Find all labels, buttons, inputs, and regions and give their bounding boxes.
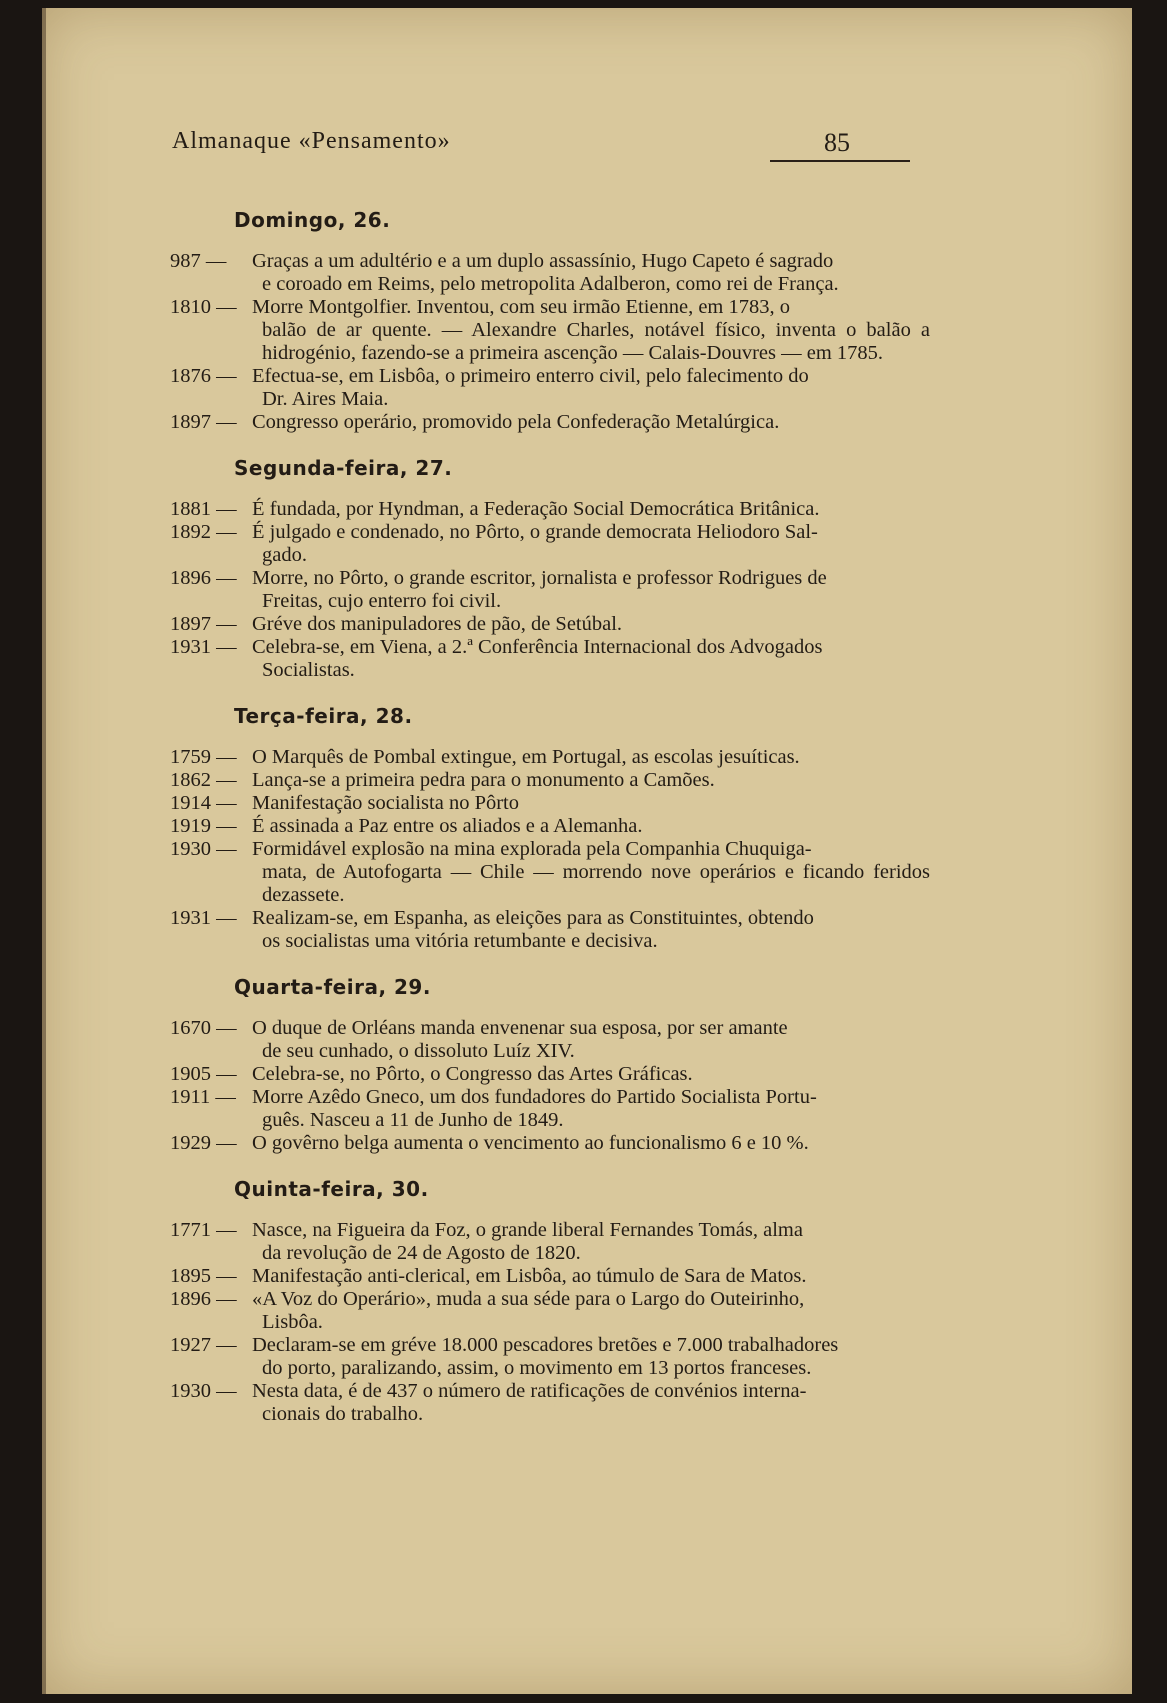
chronology-entry [170, 1063, 970, 1086]
entry-year [170, 296, 252, 365]
entry-first-line: Lança-se a primeira pedra para o monumento a Camões. [252, 769, 715, 791]
year-value: 1930 [170, 838, 211, 860]
entry-first-line: «A Voz do Operário», muda a sua séde para o Largo do Outeirinho, [252, 1288, 805, 1310]
chronology-entry [170, 1380, 970, 1426]
entry-text [252, 1086, 970, 1132]
entry-text [252, 365, 970, 411]
em-dash: — [216, 498, 237, 520]
entry-first-line: É julgado e condenado, no Pôrto, o grande democrata Heliodoro Sal- [252, 521, 818, 543]
chronology-entry [170, 613, 970, 636]
chronology-entry [170, 296, 970, 365]
entry-text [252, 613, 970, 636]
entry-first-line: Morre Montgolfier. Inventou, com seu irmão Etienne, em 1783, o [252, 296, 791, 318]
chronology-entry [170, 636, 970, 682]
chronology-entry [170, 838, 970, 907]
entry-first-line: Efectua-se, em Lisbôa, o primeiro enterro civil, pelo falecimento do [252, 365, 809, 387]
year-value: 1771 [170, 1219, 211, 1241]
chronology-entry [170, 815, 970, 838]
chronology-entry [170, 1017, 970, 1063]
em-dash: — [216, 567, 237, 589]
entry-year [170, 498, 252, 521]
entry-year [170, 1017, 252, 1063]
entry-continuation: gado. [262, 544, 307, 566]
entry-text [252, 411, 970, 434]
chronology-entry [170, 498, 970, 521]
entry-year [170, 792, 252, 815]
entry-text [252, 1017, 970, 1063]
chronology-entry [170, 1219, 970, 1265]
entry-first-line: O Marquês de Pombal extingue, em Portugal, as escolas jesuíticas. [252, 746, 800, 768]
year-value: 1911 [170, 1086, 211, 1108]
chronology-entry [170, 1265, 970, 1288]
entry-text [252, 1132, 970, 1155]
em-dash: — [216, 769, 237, 791]
chronology-entry [170, 792, 970, 815]
entry-text [252, 838, 970, 907]
chronology-entry [170, 411, 970, 434]
chronology-entry [170, 769, 970, 792]
entry-first-line: Nasce, na Figueira da Foz, o grande liberal Fernandes Tomás, alma [252, 1219, 803, 1241]
entry-first-line: Nesta data, é de 437 o número de ratificações de convénios interna- [252, 1380, 807, 1402]
em-dash: — [216, 1288, 237, 1310]
entry-first-line: Celebra-se, no Pôrto, o Congresso das Artes Gráficas. [252, 1063, 693, 1085]
gutter-shadow [42, 8, 46, 1694]
em-dash: — [216, 411, 237, 433]
year-value: 1896 [170, 567, 211, 589]
year-value: 1897 [170, 411, 211, 433]
entry-year [170, 746, 252, 769]
year-value: 1895 [170, 1265, 211, 1287]
entry-text [252, 1334, 970, 1380]
entry-text [252, 521, 970, 567]
page-header [172, 128, 952, 164]
year-value: 1810 [170, 296, 211, 318]
entry-text [252, 746, 970, 769]
header-rule [770, 160, 910, 162]
entry-year [170, 1334, 252, 1380]
year-value: 1927 [170, 1334, 211, 1356]
chronology-entry [170, 1334, 970, 1380]
entry-first-line: O duque de Orléans manda envenenar sua esposa, por ser amante [252, 1017, 788, 1039]
year-value: 1930 [170, 1380, 211, 1402]
day-heading: Terça-feira, 28. [234, 704, 413, 728]
chronology-entry [170, 567, 970, 613]
entry-continuation: Dr. Aires Maia. [262, 388, 389, 410]
entry-year [170, 769, 252, 792]
entry-continuation: guês. Nasceu a 11 de Junho de 1849. [262, 1109, 564, 1131]
entry-text [252, 250, 970, 296]
entry-continuation: os socialistas uma vitória retumbante e decisiva. [262, 930, 658, 952]
entry-text [252, 636, 970, 682]
entry-text [252, 1265, 970, 1288]
entry-continuation: Lisbôa. [262, 1311, 323, 1333]
em-dash: — [216, 792, 237, 814]
entry-year [170, 250, 252, 296]
chronology-entry [170, 907, 970, 953]
em-dash: — [216, 907, 237, 929]
entry-first-line: Morre Azêdo Gneco, um dos fundadores do Partido Socialista Portu- [252, 1086, 817, 1108]
em-dash: — [216, 1017, 237, 1039]
em-dash: — [216, 815, 237, 837]
entry-year [170, 1219, 252, 1265]
entry-continuation: do porto, paralizando, assim, o movimento em 13 portos franceses. [262, 1357, 812, 1379]
entry-year [170, 1380, 252, 1426]
em-dash: — [216, 1380, 237, 1402]
entry-first-line: Manifestação anti-clerical, em Lisbôa, ao túmulo de Sara de Matos. [252, 1265, 807, 1287]
entry-year [170, 1265, 252, 1288]
book-page [42, 8, 1132, 1694]
entry-continuation: de seu cunhado, o dissoluto Luíz XIV. [262, 1040, 575, 1062]
entry-first-line: Graças a um adultério e a um duplo assassínio, Hugo Capeto é sagrado [252, 250, 834, 272]
em-dash: — [216, 1063, 237, 1085]
em-dash: — [216, 838, 237, 860]
year-value: 1876 [170, 365, 211, 387]
chronology-entry [170, 250, 970, 296]
year-value: 1896 [170, 1288, 211, 1310]
entry-first-line: Gréve dos manipuladores de pão, de Setúbal. [252, 613, 623, 635]
day-heading: Segunda-feira, 27. [234, 456, 453, 480]
em-dash: — [216, 1219, 237, 1241]
entry-first-line: Celebra-se, em Viena, a 2.ª Conferência Internacional dos Advogados [252, 636, 823, 658]
chronology-entry [170, 1132, 970, 1155]
entry-year [170, 1063, 252, 1086]
entry-text [252, 1063, 970, 1086]
em-dash: — [216, 746, 237, 768]
entry-year [170, 1086, 252, 1132]
entry-continuation: mata, de Autofogarta — Chile — morrendo nove operários e ficando feridos dezassete. [262, 861, 930, 906]
em-dash: — [216, 613, 237, 635]
entry-year [170, 636, 252, 682]
entry-year [170, 838, 252, 907]
entry-year [170, 365, 252, 411]
entry-continuation: Socialistas. [262, 659, 355, 681]
entry-year [170, 907, 252, 953]
year-value: 1929 [170, 1132, 211, 1154]
entry-text [252, 792, 970, 815]
entry-first-line: Manifestação socialista no Pôrto [252, 792, 520, 814]
year-value: 1670 [170, 1017, 211, 1039]
em-dash: — [216, 365, 237, 387]
year-value: 1931 [170, 636, 211, 658]
entry-text [252, 907, 970, 953]
entry-text [252, 815, 970, 838]
em-dash: — [216, 636, 237, 658]
entry-text [252, 769, 970, 792]
chronology-entry [170, 521, 970, 567]
em-dash: — [215, 1086, 236, 1108]
entry-year [170, 1288, 252, 1334]
entry-first-line: Declaram-se em gréve 18.000 pescadores bretões e 7.000 trabalhadores [252, 1334, 839, 1356]
entry-first-line: É fundada, por Hyndman, a Federação Social Democrática Britânica. [252, 498, 820, 520]
day-heading: Domingo, 26. [234, 208, 391, 232]
chronology-entry [170, 1086, 970, 1132]
chronology-entry [170, 365, 970, 411]
entry-first-line: É assinada a Paz entre os aliados e a Alemanha. [252, 815, 643, 837]
year-value: 987 [170, 250, 201, 272]
entry-continuation: e coroado em Reims, pelo metropolita Adalberon, como rei de França. [262, 273, 839, 295]
em-dash: — [205, 250, 227, 272]
entry-first-line: O govêrno belga aumenta o vencimento ao funcionalismo 6 e 10 %. [252, 1132, 809, 1154]
entry-text [252, 567, 970, 613]
em-dash: — [216, 1132, 237, 1154]
day-heading: Quinta-feira, 30. [234, 1177, 429, 1201]
day-heading: Quarta-feira, 29. [234, 975, 431, 999]
entry-year [170, 815, 252, 838]
year-value: 1892 [170, 521, 211, 543]
entry-text [252, 1219, 970, 1265]
entry-first-line: Formidável explosão na mina explorada pela Companhia Chuquiga- [252, 838, 812, 860]
entry-year [170, 613, 252, 636]
year-value: 1897 [170, 613, 211, 635]
entry-year [170, 1132, 252, 1155]
almanac-content [170, 208, 970, 1426]
year-value: 1881 [170, 498, 211, 520]
year-value: 1862 [170, 769, 211, 791]
entry-year [170, 411, 252, 434]
entry-first-line: Morre, no Pôrto, o grande escritor, jornalista e professor Rodrigues de [252, 567, 827, 589]
page-number: 85 [824, 128, 850, 157]
year-value: 1914 [170, 792, 211, 814]
em-dash: — [216, 296, 237, 318]
entry-year [170, 567, 252, 613]
chronology-entry [170, 746, 970, 769]
year-value: 1759 [170, 746, 211, 768]
em-dash: — [216, 521, 237, 543]
year-value: 1931 [170, 907, 211, 929]
entry-text [252, 498, 970, 521]
entry-first-line: Realizam-se, em Espanha, as eleições para as Constituintes, obtendo [252, 907, 814, 929]
em-dash: — [216, 1334, 237, 1356]
entry-text [252, 296, 970, 365]
entry-text [252, 1380, 970, 1426]
entry-continuation: balão de ar quente. — Alexandre Charles, notável físico, inventa o balão a hidrogénio, fazendo-se a primeira ascenção — Calais-Douvres — em 1785. [262, 319, 930, 364]
entry-text [252, 1288, 970, 1334]
chronology-entry [170, 1288, 970, 1334]
entry-first-line: Congresso operário, promovido pela Confederação Metalúrgica. [252, 411, 780, 433]
year-value: 1919 [170, 815, 211, 837]
entry-year [170, 521, 252, 567]
running-title: Almanaque «Pensamento» [172, 128, 451, 154]
year-value: 1905 [170, 1063, 211, 1085]
entry-continuation: Freitas, cujo enterro foi civil. [262, 590, 502, 612]
em-dash: — [216, 1265, 237, 1287]
entry-continuation: cionais do trabalho. [262, 1403, 424, 1425]
entry-continuation: da revolução de 24 de Agosto de 1820. [262, 1242, 581, 1264]
